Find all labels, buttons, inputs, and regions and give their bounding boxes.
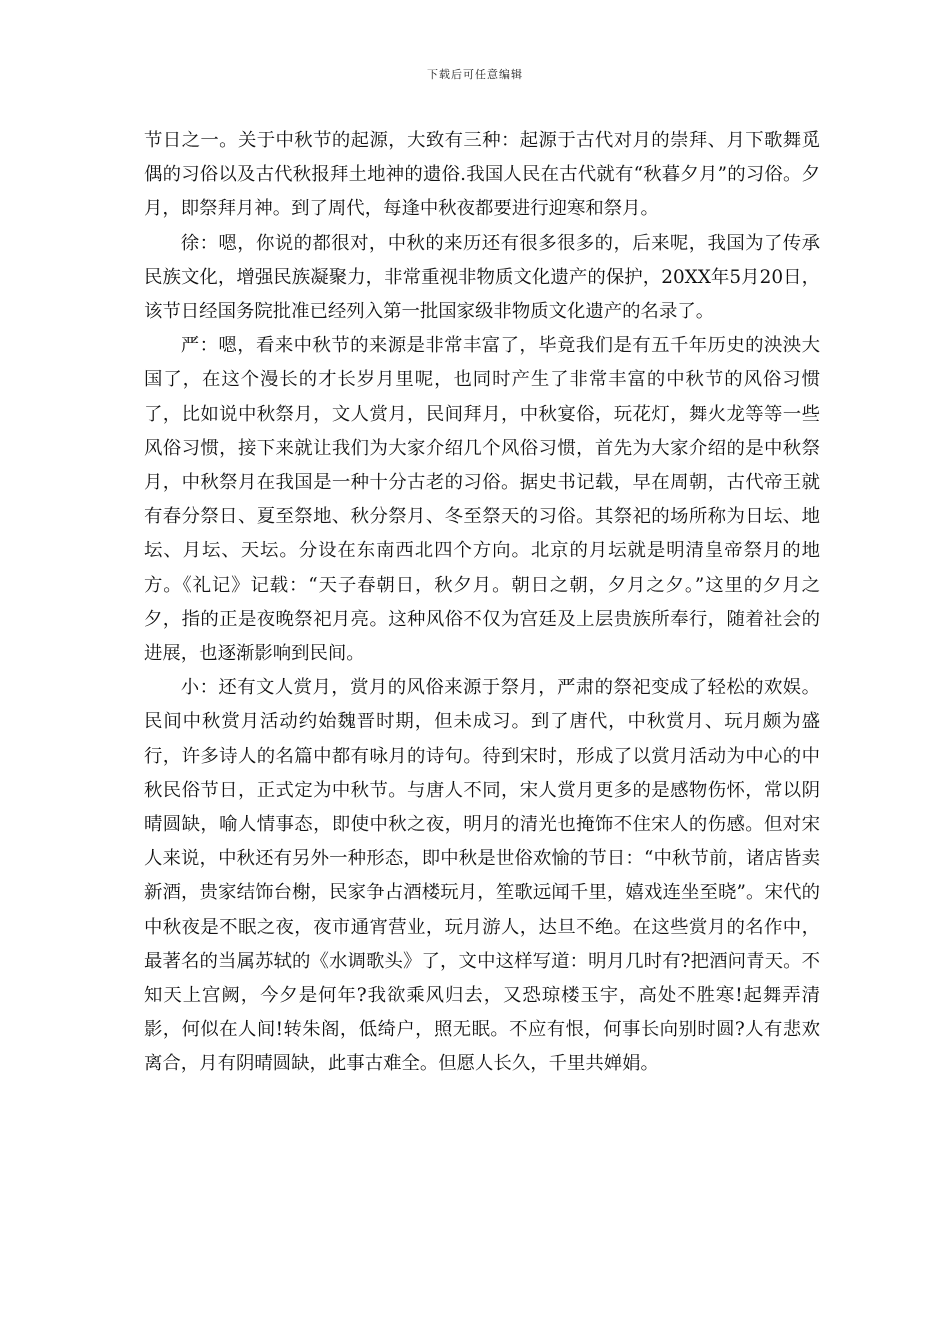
paragraph-festival-origin: 节日之一。关于中秋节的起源，大致有三种：起源于古代对月的崇拜、月下歌舞觅偶的习俗以及古代秋报拜土地神的遗俗.我国人民在古代就有“秋暮夕月”的习俗。夕月，即祭拜月神。到了周代，每逢中秋夜都要进行迎寒和祭月。 <box>144 130 820 220</box>
page-header-note: 下载后可任意编辑 <box>427 68 523 81</box>
document-body <box>144 124 820 1082</box>
paragraph-xiao-moon-viewing: 小：还有文人赏月，赏月的风俗来源于祭月，严肃的祭祀变成了轻松的欢娱。民间中秋赏月活动约始魏晋时期，但未成习。到了唐代，中秋赏月、玩月颇为盛行，许多诗人的名篇中都有咏月的诗句。待到宋时，形成了以赏月活动为中心的中秋民俗节日，正式定为中秋节。与唐人不同，宋人赏月更多的是感物伤怀，常以阴晴圆缺，喻人情事态，即使中秋之夜，明月的清光也掩饰不住宋人的伤感。但对宋人来说，中秋还有另外一种形态，即中秋是世俗欢愉的节日：“中秋节前，诸店皆卖新酒，贵家结饰台榭，民家争占酒楼玩月，笙歌远闻千里，嬉戏连坐至晓”。宋代的中秋夜是不眠之夜，夜市通宵营业，玩月游人，达旦不绝。在这些赏月的名作中，最著名的当属苏轼的《水调歌头》了，文中这样写道：明月几时有?把酒问青天。不知天上宫阙，今夕是何年?我欲乘风归去，又恐琼楼玉宇，高处不胜寒!起舞弄清影，何似在人间!转朱阁，低绮户，照无眠。不应有恨，何事长向别时圆?人有悲欢离合，月有阴晴圆缺，此事古难全。但愿人长久，千里共婵娟。 <box>144 677 820 1075</box>
paragraph-xu-heritage: 徐：嗯，你说的都很对，中秋的来历还有很多很多的，后来呢，我国为了传承民族文化，增强民族凝聚力，非常重视非物质文化遗产的保护，20XX年5月20日，该节日经国务院批准已经列入第一批国家级非物质文化遗产的名录了。 <box>144 232 820 323</box>
paragraph-yan-moon-worship: 严：嗯，看来中秋节的来源是非常丰富了，毕竟我们是有五千年历史的泱泱大国了，在这个漫长的才长岁月里呢，也同时产生了非常丰富的中秋节的风俗习惯了，比如说中秋祭月，文人赏月，民间拜月，中秋宴俗，玩花灯，舞火龙等等一些风俗习惯，接下来就让我们为大家介绍几个风俗习惯，首先为大家介绍的是中秋祭月，中秋祭月在我国是一种十分古老的习俗。据史书记载，早在周朝，古代帝王就有春分祭日、夏至祭地、秋分祭月、冬至祭天的习俗。其祭祀的场所称为日坛、地坛、月坛、天坛。分设在东南西北四个方向。北京的月坛就是明清皇帝祭月的地方。《礼记》记载：“天子春朝日，秋夕月。朝日之朝，夕月之夕。”这里的夕月之夕，指的正是夜晚祭祀月亮。这种风俗不仅为宫廷及上层贵族所奉行，随着社会的进展，也逐渐影响到民间。 <box>144 335 820 665</box>
